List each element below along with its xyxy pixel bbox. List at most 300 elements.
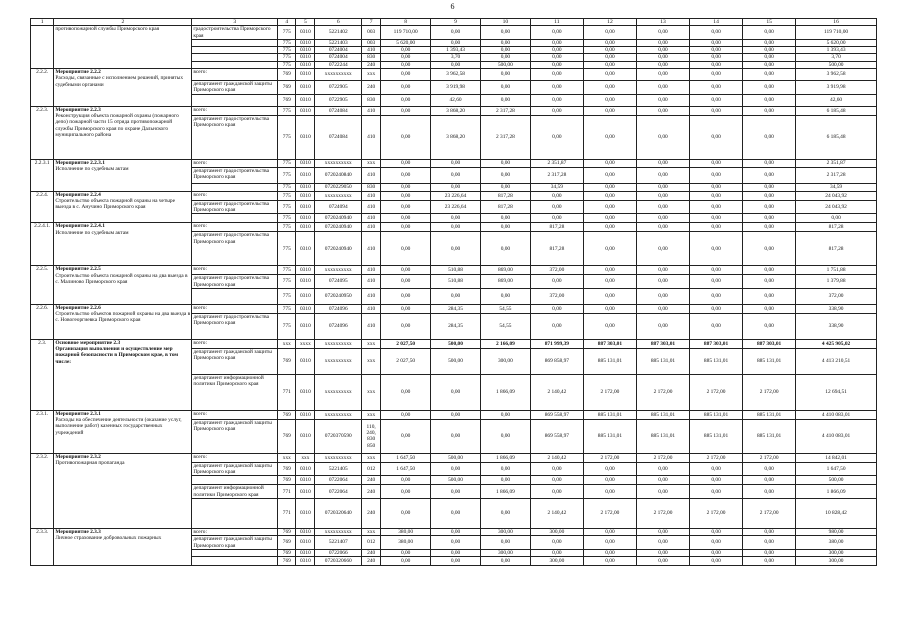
- page-number: 6: [450, 2, 455, 11]
- value-cell: 775: [278, 47, 296, 54]
- value-cell: 0,00: [431, 214, 481, 223]
- value-cell: 885 131,01: [636, 348, 689, 374]
- value-cell: 0,00: [690, 191, 743, 200]
- column-header: 7: [362, 19, 381, 26]
- value-cell: 410: [362, 223, 381, 232]
- item-title: Мероприятие 2.2.4.1: [55, 223, 105, 230]
- executor-cell: [192, 557, 278, 566]
- value-cell: xxx: [362, 410, 381, 419]
- item-description: противопожарной службы Приморского края: [55, 26, 160, 33]
- value-cell: 0,00: [431, 485, 481, 499]
- value-cell: 0310: [296, 39, 315, 46]
- value-cell: 0,00: [480, 167, 530, 183]
- value-cell: 0,00: [381, 94, 431, 106]
- table-row: [31, 266, 877, 275]
- value-cell: 0,00: [636, 275, 689, 289]
- value-cell: 0,00: [583, 54, 636, 61]
- value-cell: 0,00: [636, 200, 689, 214]
- value-cell: 3 962,58: [431, 69, 481, 81]
- value-cell: 2 140,42: [530, 374, 583, 410]
- executor-cell: всего:: [192, 266, 278, 275]
- executor-cell: [192, 94, 278, 106]
- value-cell: 885 131,01: [743, 348, 796, 374]
- value-cell: 830: [362, 54, 381, 61]
- value-cell: 0,00: [583, 223, 636, 232]
- value-cell: 0720240840: [315, 167, 362, 183]
- value-cell: 2 172,00: [636, 374, 689, 410]
- column-header: 3: [192, 19, 278, 26]
- value-cell: 0,00: [743, 69, 796, 81]
- item-title: Мероприятие 2.2.6: [55, 304, 101, 311]
- value-cell: 0,00: [743, 536, 796, 550]
- value-cell: 0310: [296, 115, 315, 159]
- value-cell: 0,00: [636, 266, 689, 275]
- value-cell: 0310: [296, 476, 315, 485]
- value-cell: 300,00: [530, 529, 583, 536]
- value-cell: 0,00: [381, 191, 431, 200]
- value-cell: 0,00: [583, 476, 636, 485]
- executor-cell: всего:: [192, 410, 278, 419]
- value-cell: 0,00: [480, 476, 530, 485]
- value-cell: 0,00: [381, 410, 431, 419]
- value-cell: 0,00: [381, 61, 431, 68]
- value-cell: 0,00: [381, 214, 431, 223]
- value-cell: 0,00: [743, 288, 796, 304]
- value-cell: 0,00: [431, 288, 481, 304]
- value-cell: 0,00: [530, 214, 583, 223]
- value-cell: 0,00: [743, 183, 796, 191]
- value-cell: 0,00: [690, 223, 743, 232]
- value-cell: 0310: [296, 313, 315, 339]
- value-cell: 869,00: [480, 275, 530, 289]
- value-cell: 0,00: [431, 410, 481, 419]
- value-cell: 2 317,28: [480, 106, 530, 115]
- executor-cell: департамент градостроительства Приморского края: [192, 232, 278, 266]
- value-cell: 0310: [296, 499, 315, 529]
- value-cell: 23 226,64: [431, 200, 481, 214]
- value-cell: 0,00: [583, 39, 636, 46]
- value-cell: 54,55: [480, 313, 530, 339]
- value-cell: 775: [278, 115, 296, 159]
- value-cell: 0,00: [583, 61, 636, 68]
- item-title: Мероприятие 2.2.2: [55, 69, 101, 76]
- value-cell: 0,00: [636, 485, 689, 499]
- value-cell: 887 303,01: [583, 339, 636, 348]
- value-cell: 887 303,01: [690, 339, 743, 348]
- value-cell: 769: [278, 69, 296, 81]
- value-cell: 0310: [296, 536, 315, 550]
- value-cell: xxx: [362, 69, 381, 81]
- value-cell: 887 303,01: [636, 339, 689, 348]
- value-cell: 0724084: [315, 115, 362, 159]
- value-cell: 0,00: [743, 304, 796, 313]
- value-cell: 775: [278, 304, 296, 313]
- table-body: [31, 19, 877, 566]
- value-cell: 0,00: [583, 167, 636, 183]
- value-cell: 6 185,48: [796, 115, 877, 159]
- value-cell: 0,00: [636, 529, 689, 536]
- value-cell: 0310: [296, 61, 315, 68]
- value-cell: 0720240940: [315, 223, 362, 232]
- value-cell: 0,00: [583, 106, 636, 115]
- column-header: 2: [54, 19, 192, 26]
- budget-table: [30, 18, 877, 566]
- value-cell: 2 172,00: [690, 374, 743, 410]
- value-cell: 0,00: [743, 275, 796, 289]
- value-cell: 0,00: [381, 200, 431, 214]
- column-header: 1: [31, 19, 54, 26]
- value-cell: 2 027,50: [381, 348, 431, 374]
- value-cell: 0,00: [743, 232, 796, 266]
- value-cell: 5221405: [315, 462, 362, 476]
- table-row: [31, 304, 877, 313]
- value-cell: 4 425 905,02: [796, 339, 877, 348]
- value-cell: 0,00: [530, 115, 583, 159]
- value-cell: 817,28: [480, 191, 530, 200]
- value-cell: 0,00: [690, 214, 743, 223]
- column-header: 5: [296, 19, 315, 26]
- executor-cell: департамент градостроительства Приморского края: [192, 275, 278, 289]
- value-cell: 0724096: [315, 304, 362, 313]
- value-cell: 2 172,00: [743, 374, 796, 410]
- item-number-cell: 2.2.5.: [31, 266, 54, 305]
- executor-cell: [192, 39, 278, 46]
- executor-cell: департамент гражданской защиты Приморского края: [192, 462, 278, 476]
- item-title: Мероприятие 2.2.4: [55, 191, 101, 198]
- value-cell: xxx: [296, 453, 315, 462]
- executor-cell: [192, 47, 278, 54]
- value-cell: 240: [362, 485, 381, 499]
- value-cell: 775: [278, 61, 296, 68]
- value-cell: 0,00: [381, 374, 431, 410]
- value-cell: 0,00: [690, 81, 743, 95]
- value-cell: 0310: [296, 232, 315, 266]
- value-cell: 0,00: [431, 159, 481, 167]
- value-cell: 0,00: [530, 549, 583, 556]
- value-cell: 2 140,42: [530, 499, 583, 529]
- value-cell: 3,70: [431, 54, 481, 61]
- value-cell: 0,00: [431, 557, 481, 566]
- item-number-cell: 2.3.: [31, 339, 54, 410]
- value-cell: 1 647,50: [796, 462, 877, 476]
- value-cell: 4 410 083,01: [796, 419, 877, 453]
- value-cell: 3,70: [796, 54, 877, 61]
- value-cell: 500,00: [480, 61, 530, 68]
- value-cell: 240: [362, 476, 381, 485]
- value-cell: 0,00: [636, 232, 689, 266]
- value-cell: 775: [278, 266, 296, 275]
- value-cell: 410: [362, 106, 381, 115]
- value-cell: 0,00: [690, 69, 743, 81]
- item-description-cell: [54, 223, 192, 266]
- value-cell: 0,00: [381, 419, 431, 453]
- value-cell: 510,88: [431, 275, 481, 289]
- value-cell: 0,00: [381, 232, 431, 266]
- value-cell: 0,00: [743, 94, 796, 106]
- value-cell: 0310: [296, 275, 315, 289]
- value-cell: 817,28: [480, 200, 530, 214]
- value-cell: 500,00: [796, 61, 877, 68]
- value-cell: 0,00: [690, 183, 743, 191]
- value-cell: 871 999,39: [530, 339, 583, 348]
- value-cell: 0,00: [381, 159, 431, 167]
- value-cell: 4 410 083,01: [796, 410, 877, 419]
- value-cell: 0310: [296, 167, 315, 183]
- item-description-cell: [54, 453, 192, 528]
- column-header: 12: [583, 19, 636, 26]
- value-cell: 0722905: [315, 81, 362, 95]
- value-cell: 0,00: [530, 536, 583, 550]
- value-cell: 2 172,00: [583, 499, 636, 529]
- value-cell: 410: [362, 200, 381, 214]
- column-header: 15: [743, 19, 796, 26]
- value-cell: 0,00: [381, 115, 431, 159]
- value-cell: 410: [362, 304, 381, 313]
- value-cell: 0,00: [530, 313, 583, 339]
- value-cell: 769: [278, 94, 296, 106]
- executor-cell: всего:: [192, 159, 278, 167]
- executor-cell: департамент градостроительства Приморского края: [192, 313, 278, 339]
- value-cell: 2 166,09: [480, 339, 530, 348]
- value-cell: 0,00: [480, 536, 530, 550]
- value-cell: 0,00: [480, 410, 530, 419]
- table-row: [31, 106, 877, 115]
- value-cell: 0,00: [530, 39, 583, 46]
- value-cell: 2 140,42: [530, 453, 583, 462]
- column-header: 16: [796, 19, 877, 26]
- value-cell: 372,00: [530, 266, 583, 275]
- value-cell: 0310: [296, 214, 315, 223]
- value-cell: 2 172,00: [583, 374, 636, 410]
- executor-cell: [192, 476, 278, 485]
- executor-cell: всего:: [192, 106, 278, 115]
- value-cell: 885 131,01: [583, 410, 636, 419]
- value-cell: 0,00: [636, 39, 689, 46]
- value-cell: xxxxxxxxxx: [315, 348, 362, 374]
- value-cell: 0310: [296, 304, 315, 313]
- value-cell: 300,00: [530, 557, 583, 566]
- value-cell: 0310: [296, 485, 315, 499]
- value-cell: 869 558,97: [530, 410, 583, 419]
- value-cell: 0724094: [315, 200, 362, 214]
- value-cell: 1 866,09: [480, 374, 530, 410]
- value-cell: 0,00: [480, 557, 530, 566]
- value-cell: 0,00: [431, 536, 481, 550]
- value-cell: 0,00: [431, 232, 481, 266]
- value-cell: 0310: [296, 529, 315, 536]
- value-cell: 0,00: [480, 419, 530, 453]
- value-cell: 12 694,51: [796, 374, 877, 410]
- value-cell: 0310: [296, 549, 315, 556]
- value-cell: 0724096: [315, 313, 362, 339]
- value-cell: 771: [278, 485, 296, 499]
- executor-cell: всего:: [192, 453, 278, 462]
- value-cell: 769: [278, 549, 296, 556]
- value-cell: 0,00: [636, 288, 689, 304]
- value-cell: 0,00: [743, 529, 796, 536]
- value-cell: 0,00: [690, 159, 743, 167]
- value-cell: 0,00: [381, 223, 431, 232]
- value-cell: 769: [278, 557, 296, 566]
- value-cell: 0,00: [796, 214, 877, 223]
- value-cell: 2 172,00: [743, 453, 796, 462]
- value-cell: xxx: [278, 453, 296, 462]
- value-cell: 119 710,00: [381, 26, 431, 40]
- value-cell: 0310: [296, 374, 315, 410]
- value-cell: 0,00: [381, 183, 431, 191]
- executor-cell: всего:: [192, 69, 278, 81]
- executor-cell: департамент гражданской защиты Приморского края: [192, 81, 278, 95]
- value-cell: 0,00: [480, 183, 530, 191]
- value-cell: 0,00: [431, 462, 481, 476]
- value-cell: 0310: [296, 94, 315, 106]
- item-title: Мероприятие 2.2.3: [55, 106, 101, 113]
- value-cell: 0,00: [743, 61, 796, 68]
- value-cell: 0,00: [583, 191, 636, 200]
- value-cell: 3 868,20: [431, 106, 481, 115]
- value-cell: 2 172,00: [583, 453, 636, 462]
- value-cell: 2 351,87: [530, 159, 583, 167]
- value-cell: 0,00: [381, 557, 431, 566]
- value-cell: 240: [362, 81, 381, 95]
- value-cell: 0,00: [636, 313, 689, 339]
- value-cell: 0,00: [480, 214, 530, 223]
- item-title: Мероприятие 2.2.3.1: [55, 159, 105, 166]
- value-cell: 0,00: [530, 61, 583, 68]
- value-cell: 0,00: [583, 485, 636, 499]
- value-cell: 1 866,09: [796, 485, 877, 499]
- value-cell: 0,00: [690, 536, 743, 550]
- value-cell: 0310: [296, 223, 315, 232]
- table-row: [31, 69, 877, 81]
- value-cell: 769: [278, 529, 296, 536]
- value-cell: 0,00: [690, 94, 743, 106]
- value-cell: 380,00: [796, 536, 877, 550]
- value-cell: 410: [362, 191, 381, 200]
- value-cell: 769: [278, 462, 296, 476]
- item-description: Личное страхование добровольных пожарных: [55, 535, 162, 542]
- value-cell: 0310: [296, 288, 315, 304]
- item-description: Исполнение по судебным актам: [55, 229, 129, 236]
- value-cell: 0,00: [381, 499, 431, 529]
- value-cell: 500,00: [431, 476, 481, 485]
- value-cell: 0,00: [583, 462, 636, 476]
- value-cell: 2 317,28: [480, 115, 530, 159]
- value-cell: xxxxxxxxxx: [315, 69, 362, 81]
- value-cell: 0,00: [381, 106, 431, 115]
- column-header: 10: [480, 19, 530, 26]
- value-cell: 0,00: [636, 476, 689, 485]
- value-cell: 885 131,01: [690, 410, 743, 419]
- value-cell: 410: [362, 266, 381, 275]
- value-cell: 0,00: [636, 106, 689, 115]
- value-cell: 23 226,64: [431, 191, 481, 200]
- value-cell: 0,00: [743, 485, 796, 499]
- item-number-cell: 2.2.2.: [31, 69, 54, 107]
- value-cell: 869 558,97: [530, 419, 583, 453]
- value-cell: 0,00: [743, 476, 796, 485]
- value-cell: 0310: [296, 410, 315, 419]
- item-description-cell: [54, 26, 192, 69]
- table-row: [31, 223, 877, 232]
- value-cell: 410: [362, 288, 381, 304]
- value-cell: 0,00: [583, 313, 636, 339]
- value-cell: 0,00: [690, 304, 743, 313]
- value-cell: 0,00: [583, 69, 636, 81]
- value-cell: 0,00: [381, 288, 431, 304]
- value-cell: 0,00: [636, 462, 689, 476]
- value-cell: 887 303,01: [743, 339, 796, 348]
- item-description-cell: [54, 529, 192, 566]
- value-cell: 769: [278, 348, 296, 374]
- value-cell: 14 842,01: [796, 453, 877, 462]
- value-cell: 0310: [296, 200, 315, 214]
- value-cell: 0,00: [431, 549, 481, 556]
- column-header: 9: [431, 19, 481, 26]
- value-cell: 0310: [296, 191, 315, 200]
- value-cell: 0724004: [315, 47, 362, 54]
- value-cell: 0,00: [690, 106, 743, 115]
- value-cell: 0,00: [636, 557, 689, 566]
- value-cell: xxx: [362, 159, 381, 167]
- value-cell: 42,60: [431, 94, 481, 106]
- value-cell: 284,35: [431, 313, 481, 339]
- value-cell: 0,00: [381, 81, 431, 95]
- value-cell: 0,00: [743, 47, 796, 54]
- value-cell: 830: [362, 183, 381, 191]
- value-cell: 0720240950: [315, 288, 362, 304]
- value-cell: 2 172,00: [690, 453, 743, 462]
- value-cell: 980,00: [796, 529, 877, 536]
- value-cell: 0,00: [690, 485, 743, 499]
- value-cell: 769: [278, 476, 296, 485]
- value-cell: 0,00: [480, 288, 530, 304]
- value-cell: 885 131,01: [583, 419, 636, 453]
- table-row: [31, 339, 877, 348]
- value-cell: 0,00: [690, 529, 743, 536]
- value-cell: 284,35: [431, 304, 481, 313]
- value-cell: 300,00: [480, 549, 530, 556]
- value-cell: 775: [278, 54, 296, 61]
- value-cell: 771: [278, 374, 296, 410]
- executor-cell: [192, 214, 278, 223]
- value-cell: 0722066: [315, 549, 362, 556]
- value-cell: 869 858,97: [530, 348, 583, 374]
- header-row: [31, 19, 877, 26]
- value-cell: 0720240940: [315, 232, 362, 266]
- value-cell: 24 043,92: [796, 191, 877, 200]
- value-cell: 0,00: [690, 39, 743, 46]
- value-cell: 372,00: [530, 288, 583, 304]
- value-cell: 240: [362, 549, 381, 556]
- item-title: Основное мероприятие 2.3: [55, 339, 121, 346]
- value-cell: 885 131,01: [743, 419, 796, 453]
- value-cell: 0,00: [743, 200, 796, 214]
- value-cell: 510,88: [431, 266, 481, 275]
- value-cell: 0,00: [480, 462, 530, 476]
- value-cell: 0,00: [690, 266, 743, 275]
- executor-cell: [192, 61, 278, 68]
- value-cell: 0720240940: [315, 214, 362, 223]
- value-cell: 775: [278, 26, 296, 40]
- item-number-cell: 2.2.6.: [31, 304, 54, 339]
- value-cell: 0310: [296, 106, 315, 115]
- value-cell: 0,00: [690, 200, 743, 214]
- value-cell: 775: [278, 214, 296, 223]
- value-cell: 0,00: [690, 275, 743, 289]
- item-description-cell: [54, 266, 192, 305]
- item-title: Мероприятие 2.3.1: [55, 410, 101, 417]
